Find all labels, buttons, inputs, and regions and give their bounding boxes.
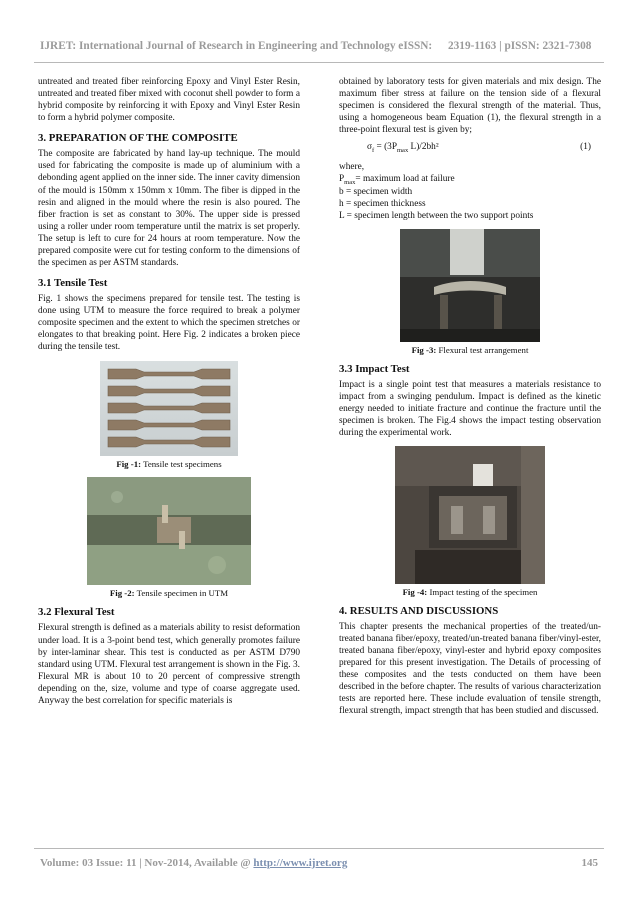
section-3-1-paragraph: Fig. 1 shows the specimens prepared for tensile test. The testing is done using UTM to measure the force required to break a polymer composite specimen and the extent to which the specimen stretches or elongates to that breaking point. Here Fig. 2 indicates a broken piece during the tensile test. [38, 294, 300, 353]
header-divider [34, 62, 604, 63]
left-column [38, 76, 300, 713]
section-4-paragraph: This chapter presents the mechanical properties of the treated/un-treated banana fiber/epoxy, treated/un-treated banana fiber/vinyl-ester, treated banana fiber/epoxy, vinyl-ester and hybrid epoxy composites prepared for this present investigation. The Details of processing of these composites and the tests conducted on them have been described in the before chapter. The results of various characterization tests are reported here. These include evaluation of tensile strength, flexural strength, impact strength that has been studied and discussed. [339, 621, 601, 717]
journal-title: IJRET: International Journal of Research in Engineering and Technology eISSN: [40, 40, 433, 52]
tensile-specimens-photo [100, 361, 238, 456]
figure-4-caption [339, 587, 601, 597]
def-pmax [339, 174, 601, 187]
variable-definitions [339, 162, 601, 223]
def-l: L = specimen length between the two support points [339, 211, 534, 222]
page-number: 145 [581, 857, 598, 869]
running-footer [40, 857, 598, 869]
section-3-2-heading: 3.2 Flexural Test [38, 606, 115, 619]
figure-2-image [87, 477, 251, 585]
footer-divider [34, 848, 604, 849]
figure-1-label: Fig -1: [116, 459, 142, 470]
flexural-equation [339, 142, 601, 156]
figure-2-caption [38, 588, 300, 598]
def-pmax-symbol: P [339, 174, 345, 185]
running-header [40, 40, 598, 52]
issn-numbers: 2319-1163 | pISSN: 2321-7308 [448, 40, 592, 52]
figure-4-image [395, 446, 545, 584]
section-3-paragraph: The composite are fabricated by hand lay-up technique. The mould used for fabricating the composite is made up of aluminium with a debonding agent applied on the inner side. The inner cavity dimension of the mould is 150mm x 150mm x 10mm. The fiber is dipped in the resin and aligned in the mould where the resin is also poured. The fiber fraction is set as constant to 30%. The upper side is pressed using a roller under room temperature until the matrix is set properly. The setup is left to cure for 24 hours at room temperature. Now the prepared composite were cut for testing conform to the dimensions of the specimen as per ASTM standards. [38, 149, 300, 269]
section-3-1-heading: 3.1 Tensile Test [38, 277, 108, 290]
figure-2-caption-text: Tensile specimen in UTM [134, 588, 229, 599]
section-3-3-heading: 3.3 Impact Test [339, 363, 410, 376]
impact-test-photo [395, 446, 545, 584]
def-h: h = specimen thickness [339, 199, 426, 210]
equation-max-sub: max [397, 147, 409, 155]
figure-1-image [100, 361, 238, 456]
where-label: where, [339, 162, 365, 173]
equation-sigma: σ [367, 142, 373, 153]
left-intro-paragraph: untreated and treated fiber reinforcing Epoxy and Vinyl Ester Resin, untreated and treated fiber mixed with coconut shell powder to form a hybrid composite by reinforcing it with Epoxy and Vinyl Ester Resin to form a hybrid polymer composite. [38, 77, 300, 124]
section-3-2-paragraph: Flexural strength is defined as a materials ability to resist deformation under load. It is a 3-point bend test, which generally promotes failure by inter-laminar shear. This test is conducted as per ASTM D790 standard using UTM. Flexural test arrangement is shown in the Fig. 3. Flexural MR is about 10 to 20 percent of compressive strength depending on the, size, volume and type of coarse aggregate used. Anyway the best correlation for specific materials is [38, 623, 300, 706]
utm-specimen-photo [87, 477, 251, 585]
figure-3-caption-text: Flexural test arrangement [436, 345, 529, 356]
equation-mid: = (3P [374, 142, 397, 153]
section-4-heading: 4. RESULTS AND DISCUSSIONS [339, 604, 499, 617]
def-b: b = specimen width [339, 187, 413, 198]
equation-number: (1) [580, 142, 591, 153]
figure-1-caption-text: Tensile test specimens [141, 459, 222, 470]
journal-url-link[interactable]: http://www.ijret.org [253, 857, 348, 869]
right-column [339, 76, 601, 723]
equation-tail: L)/2bh² [408, 142, 439, 153]
def-pmax-sub: max [344, 179, 356, 187]
figure-3-caption [339, 345, 601, 355]
section-3-heading: 3. PREPARATION OF THE COMPOSITE [38, 132, 238, 145]
equation-sigma-sub: f [372, 147, 375, 155]
figure-3-image [400, 229, 540, 342]
figure-4-caption-text: Impact testing of the specimen [427, 586, 538, 597]
figure-1-caption [38, 459, 300, 469]
figure-4-label: Fig -4: [402, 586, 428, 597]
flexural-test-photo [400, 229, 540, 342]
footer-volume-info: Volume: 03 Issue: 11 | Nov-2014, Available @ [40, 857, 254, 869]
def-pmax-text: = maximum load at failure [355, 174, 455, 185]
figure-3-label: Fig -3: [411, 345, 437, 356]
section-3-3-paragraph: Impact is a single point test that measures a materials resistance to impact from a swinging pendulum. Impact is defined as the kinetic energy needed to initiate fracture and continue the fracture until the specimen is broken. The Fig.4 shows the impact testing observation during the experimental work. [339, 380, 601, 439]
right-intro-paragraph: obtained by laboratory tests for given materials and mix design. The maximum fiber stress at failure on the tension side of a flexural specimen is considered the flexural strength of the material. Thus, using a homogeneous beam Equation (1), the flexural strength in a three-point flexural test is given by; [339, 77, 601, 136]
figure-2-label: Fig -2: [109, 588, 135, 599]
